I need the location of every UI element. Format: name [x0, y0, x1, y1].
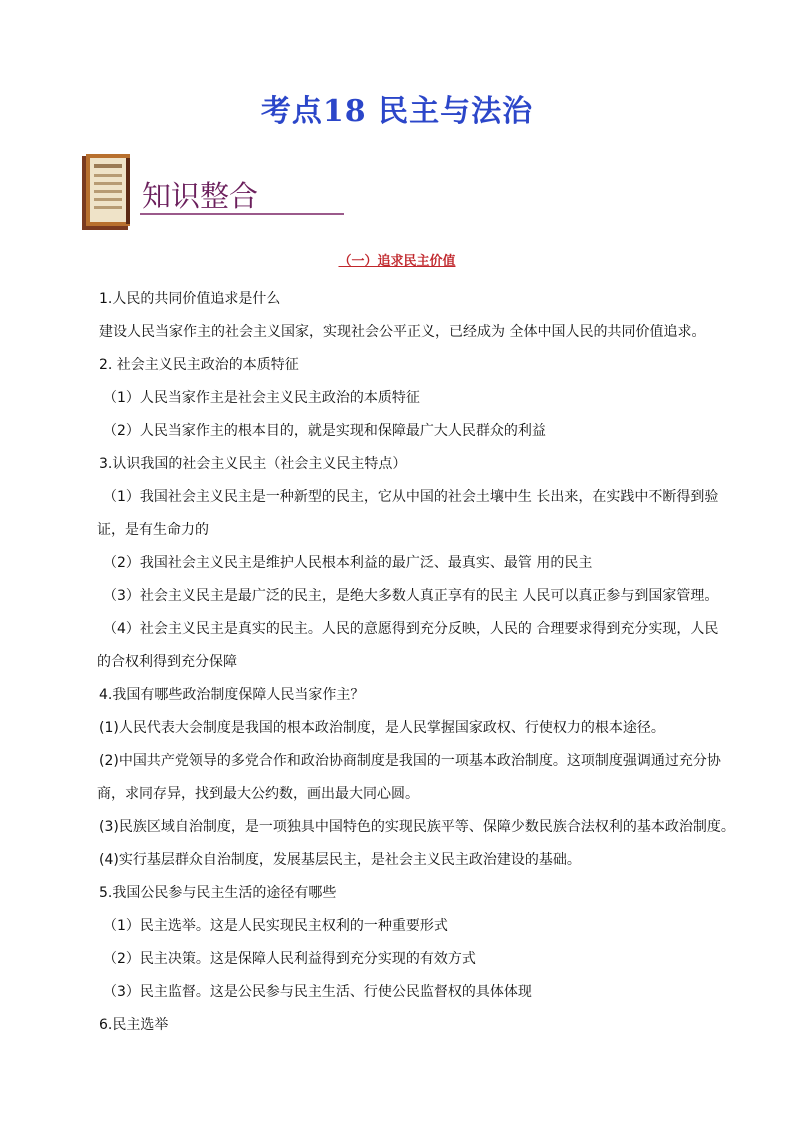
list-item: （3）社会主义民主是最广泛的民主，是绝大多数人真正享有的民主 人民可以真正参与到国家管理。 — [103, 588, 719, 604]
list-item: (3)民族区域自治制度，是一项独具中国特色的实现民族平等、保障少数民族合法权利的基本政治制度。 — [99, 819, 735, 835]
list-item: （1）人民当家作主是社会主义民主政治的本质特征 — [103, 390, 420, 406]
list-item-continuation: 证，是有生命力的 — [97, 522, 209, 538]
book-icon — [80, 152, 136, 232]
list-item: （2）民主决策。这是保障人民利益得到充分实现的有效方式 — [103, 951, 476, 967]
list-item: (2)中国共产党领导的多党合作和政治协商制度是我国的一项基本政治制度。这项制度强调通过充分协 — [99, 753, 721, 769]
list-item: (1)人民代表大会制度是我国的根本政治制度，是人民掌握国家政权、行使权力的根本途径。 — [99, 720, 665, 736]
list-item: （1）民主选举。这是人民实现民主权利的一种重要形式 — [103, 918, 448, 934]
question-heading: 6.民主选举 — [99, 1017, 169, 1033]
list-item: （3）民主监督。这是公民参与民主生活、行使公民监督权的具体体现 — [103, 984, 532, 1000]
question-heading: 3.认识我国的社会主义民主（社会主义民主特点） — [99, 456, 407, 472]
paragraph: 建设人民当家作主的社会主义国家，实现社会公平正义，已经成为 全体中国人民的共同价值追求。 — [99, 324, 706, 340]
list-item: （2）我国社会主义民主是维护人民根本利益的最广泛、最真实、最管 用的民主 — [103, 555, 593, 571]
list-item: (4)实行基层群众自治制度，发展基层民主，是社会主义民主政治建设的基础。 — [99, 852, 581, 868]
list-item: （4）社会主义民主是真实的民主。人民的意愿得到充分反映，人民的 合理要求得到充分实现，人民 — [103, 621, 719, 637]
question-heading: 5.我国公民参与民主生活的途径有哪些 — [99, 885, 337, 901]
question-heading: 1.人民的共同价值追求是什么 — [99, 291, 281, 307]
question-heading: 4.我国有哪些政治制度保障人民当家作主？ — [99, 687, 365, 703]
list-item: （2）人民当家作主的根本目的，就是实现和保障最广大人民群众的利益 — [103, 423, 546, 439]
banner-label: 知识整合 — [142, 179, 259, 213]
section-title: （一）追求民主价值 — [338, 254, 456, 269]
list-item-continuation: 商，求同存异，找到最大公约数，画出最大同心圆。 — [97, 786, 419, 802]
banner-underline — [140, 213, 344, 215]
content-body — [97, 283, 735, 1042]
list-item: （1）我国社会主义民主是一种新型的民主，它从中国的社会土壤中生 长出来，在实践中不断得到验 — [103, 489, 719, 505]
list-item-continuation: 的合权利得到充分保障 — [97, 654, 237, 670]
question-heading: 2. 社会主义民主政治的本质特征 — [99, 357, 299, 373]
page-title: 考点18 民主与法治 — [260, 94, 534, 129]
